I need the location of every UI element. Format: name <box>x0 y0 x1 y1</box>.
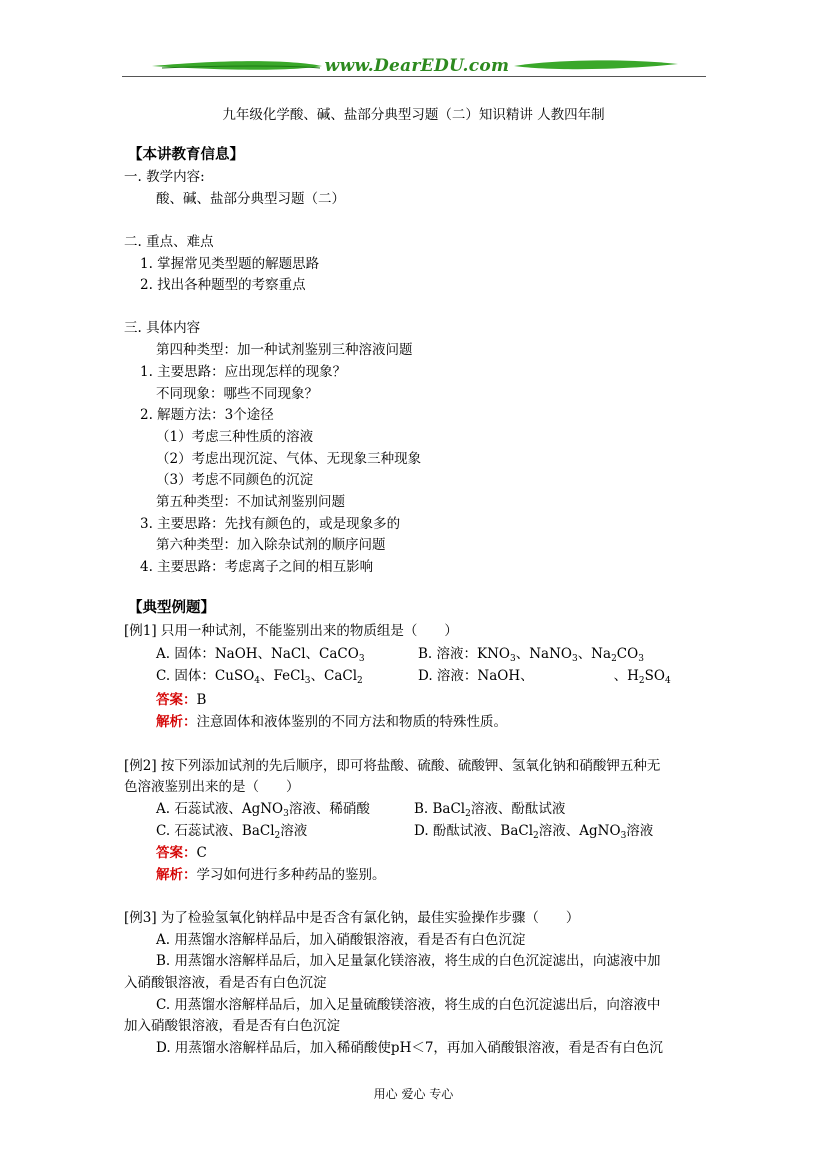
example-3-option-c-line2: 加入硝酸银溶液，看是否有白色沉淀 <box>124 1018 340 1034</box>
example-1-question: [例1] 只用一种试剂，不能鉴别出来的物质组是（ ） <box>124 623 458 639</box>
page-header <box>122 52 706 82</box>
type-4-heading: 第四种类型：加一种试剂鉴别三种溶液问题 <box>156 342 413 358</box>
site-logo: www.DearEDU.com <box>324 56 510 76</box>
key-point-2: 2. 找出各种题型的考察重点 <box>140 277 306 293</box>
example-1-option-c: C. 固体：CuSO$_4$、FeCl$_3$、CaCl$_2$ <box>156 668 363 686</box>
example-1-answer: 答案：B <box>156 692 207 708</box>
type-4-point-2: 2. 解题方法：3个途径 <box>140 407 274 423</box>
example-3-option-b-line2: 入硝酸银溶液，看是否有白色沉淀 <box>124 975 327 991</box>
example-1-option-a: A. 固体：NaOH、NaCl、CaCO$_3$ <box>156 646 365 664</box>
document-title: 九年级化学酸、碱、盐部分典型习题（二）知识精讲 人教四年制 <box>222 107 605 123</box>
type-6-heading: 第六种类型：加入除杂试剂的顺序问题 <box>156 537 386 553</box>
example-2-option-d: D. 酚酞试液、BaCl$_2$溶液、AgNO$_3$溶液 <box>414 823 654 841</box>
example-3-option-d-line1: D. 用蒸馏水溶解样品后，加入稀硝酸使pH＜7，再加入硝酸银溶液，看是否有白色沉 <box>156 1040 663 1056</box>
type-4-method-1: （1）考虑三种性质的溶液 <box>156 429 314 445</box>
header-rule <box>122 76 706 77</box>
example-3-option-c-line1: C. 用蒸馏水溶解样品后，加入足量硫酸镁溶液，将生成的白色沉淀滤出后，向溶液中 <box>156 997 661 1013</box>
type-4-method-3: （3）考虑不同颜色的沉淀 <box>156 472 314 488</box>
key-point-1: 1. 掌握常见类型题的解题思路 <box>140 256 320 272</box>
example-1-option-b: B. 溶液：$KNO_3$、NaNO$_3$、$Na_2CO_3$ <box>418 646 644 664</box>
example-1-analysis: 解析：注意固体和液体鉴别的不同方法和物质的特殊性质。 <box>156 714 507 730</box>
example-2-answer: 答案：C <box>156 845 207 861</box>
example-3-option-b-line1: B. 用蒸馏水溶解样品后，加入足量氯化镁溶液，将生成的白色沉淀滤出，向滤液中加 <box>156 953 661 969</box>
outline-heading-2: 二. 重点、难点 <box>124 234 214 250</box>
outline-content-1: 酸、碱、盐部分典型习题（二） <box>156 191 345 207</box>
example-2-option-a: A. 石蕊试液、AgNO$_3$溶液、稀硝酸 <box>156 801 370 819</box>
type-4-point-1b: 不同现象：哪些不同现象？ <box>156 386 318 402</box>
example-2-option-b: B. BaCl$_2$溶液、酚酞试液 <box>414 801 566 819</box>
example-2-question-line1: [例2] 按下列添加试剂的先后顺序，即可将盐酸、硫酸、硫酸钾、氢氧化钠和硝酸钾五种无 <box>124 758 661 774</box>
example-2-question-line2: 色溶液鉴别出来的是（ ） <box>124 779 300 795</box>
example-2-analysis: 解析：学习如何进行多种药品的鉴别。 <box>156 867 386 883</box>
section-heading-info: 【本讲教育信息】 <box>128 146 244 163</box>
example-1-option-d: D. 溶液：NaOH、 、$H_2SO_4$ <box>418 668 671 686</box>
outline-heading-3: 三. 具体内容 <box>124 320 201 336</box>
type-4-method-2: （2）考虑出现沉淀、气体、无现象三种现象 <box>156 451 422 467</box>
type-5-heading: 第五种类型：不加试剂鉴别问题 <box>156 494 345 510</box>
type-4-point-1: 1. 主要思路：应出现怎样的现象？ <box>140 364 347 380</box>
type-5-point-3: 3. 主要思路：先找有颜色的，或是现象多的 <box>140 516 401 532</box>
outline-heading-1: 一. 教学内容: <box>124 169 205 185</box>
page-footer: 用心 爱心 专心 <box>373 1087 454 1101</box>
example-3-question: [例3] 为了检验氢氧化钠样品中是否含有氯化钠，最佳实验操作步骤（ ） <box>124 910 580 926</box>
example-2-option-c: C. 石蕊试液、BaCl$_2$溶液 <box>156 823 308 841</box>
section-heading-examples: 【典型例题】 <box>128 599 215 616</box>
type-6-point-4: 4. 主要思路：考虑离子之间的相互影响 <box>140 559 374 575</box>
example-3-option-a: A. 用蒸馏水溶解样品后，加入硝酸银溶液，看是否有白色沉淀 <box>156 932 526 948</box>
